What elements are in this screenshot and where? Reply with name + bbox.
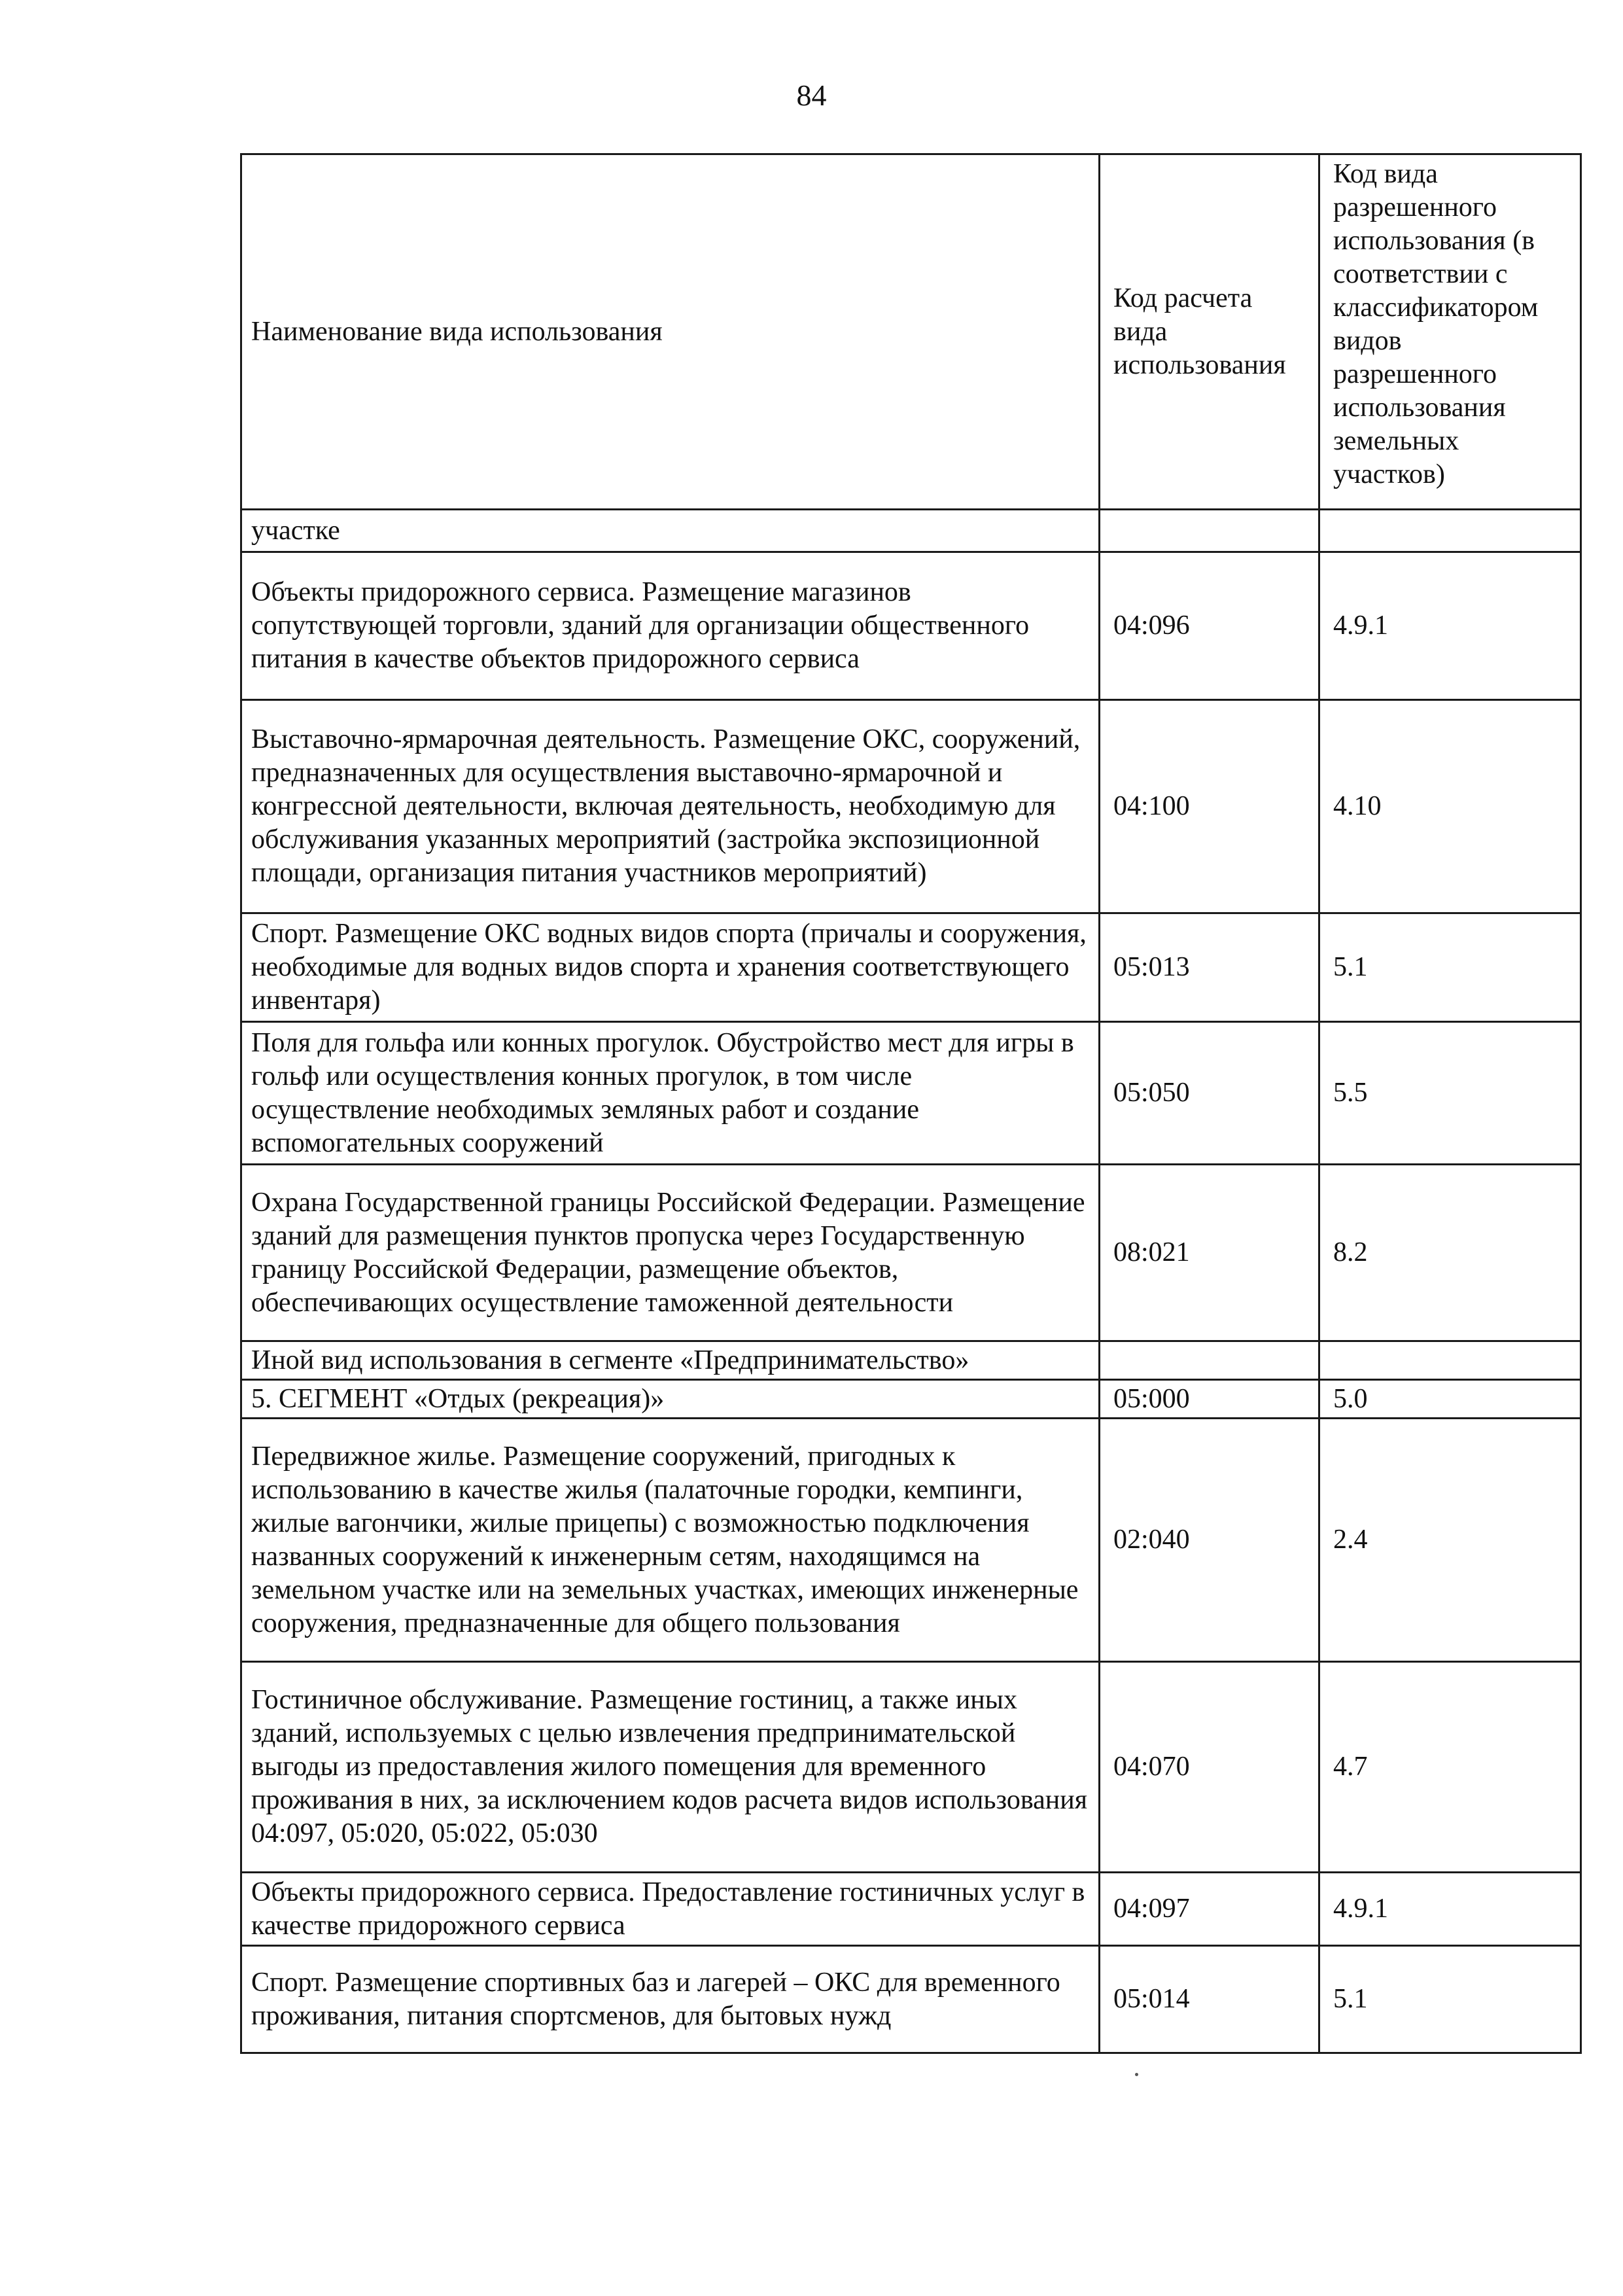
row-name: Объекты придорожного сервиса. Предоставление гостиничных услуг в качестве придорожного сервиса xyxy=(241,1873,1100,1946)
table-row xyxy=(241,1946,1581,2053)
row-vri: 5.1 xyxy=(1319,913,1581,1022)
row-vri: 4.7 xyxy=(1319,1662,1581,1873)
row-code: 04:097 xyxy=(1100,1873,1319,1946)
header-vri: Код вида разрешенного использования (в соответствии с классификатором видов разрешенного использования земельных участков) xyxy=(1319,154,1581,510)
table-row xyxy=(241,1022,1581,1165)
row-vri: 4.9.1 xyxy=(1319,1873,1581,1946)
row-vri: 4.10 xyxy=(1319,700,1581,913)
segment-code: 05:000 xyxy=(1100,1380,1319,1419)
row-vri: 5.5 xyxy=(1319,1022,1581,1165)
table-row xyxy=(241,913,1581,1022)
header-code: Код расчета вида использования xyxy=(1100,154,1319,510)
header-name: Наименование вида использования xyxy=(241,154,1100,510)
continuation-text: участке xyxy=(241,510,1100,552)
page-number: 84 xyxy=(796,79,827,112)
empty-cell xyxy=(1319,510,1581,552)
segment-vri: 5.0 xyxy=(1319,1380,1581,1419)
table-row-continuation xyxy=(241,510,1581,552)
scan-speck xyxy=(1135,2073,1138,2076)
segment-name: 5. СЕГМЕНТ «Отдых (рекреация)» xyxy=(241,1380,1100,1419)
table-row xyxy=(241,1165,1581,1341)
row-vri: 2.4 xyxy=(1319,1419,1581,1662)
row-code: 04:096 xyxy=(1100,552,1319,700)
row-code: 08:021 xyxy=(1100,1165,1319,1341)
empty-cell xyxy=(1100,510,1319,552)
row-vri: 5.1 xyxy=(1319,1946,1581,2053)
table-row xyxy=(241,1662,1581,1873)
empty-cell xyxy=(1319,1341,1581,1380)
empty-cell xyxy=(1100,1341,1319,1380)
table-row xyxy=(241,1419,1581,1662)
row-code: 05:014 xyxy=(1100,1946,1319,2053)
table-header-row xyxy=(241,154,1581,510)
land-use-table xyxy=(240,153,1582,2054)
row-code: 05:050 xyxy=(1100,1022,1319,1165)
row-code: 04:100 xyxy=(1100,700,1319,913)
row-name: Охрана Государственной границы Российской Федерации. Размещение зданий для размещения пунктов пропуска через Государственную границу Российской Федерации, размещение объектов, обеспечивающих осуществление таможенной деятельности xyxy=(241,1165,1100,1341)
row-name: Спорт. Размещение ОКС водных видов спорта (причалы и сооружения, необходимые для водных видов спорта и хранения соответствующего инвентаря) xyxy=(241,913,1100,1022)
table-row xyxy=(241,552,1581,700)
row-name: Поля для гольфа или конных прогулок. Обустройство мест для игры в гольф или осуществления конных прогулок, в том числе осуществление необходимых земляных работ и создание вспомогательных сооружений xyxy=(241,1022,1100,1165)
row-name: Выставочно-ярмарочная деятельность. Размещение ОКС, сооружений, предназначенных для осуществления выставочно-ярмарочной и конгрессной деятельности, включая деятельность, необходимую для обслуживания указанных мероприятий (застройка экспозиционной площади, организация питания участников мероприятий) xyxy=(241,700,1100,913)
row-vri: 8.2 xyxy=(1319,1165,1581,1341)
segment-row xyxy=(241,1380,1581,1419)
table-row-other-use xyxy=(241,1341,1581,1380)
row-name: Передвижное жилье. Размещение сооружений, пригодных к использованию в качестве жилья (палаточные городки, кемпинги, жилые вагончики, жилые прицепы) с возможностью подключения названных сооружений к инженерным сетям, находящимся на земельном участке или на земельных участках, имеющих инженерные сооружения, предназначенные для общего пользования xyxy=(241,1419,1100,1662)
row-code: 04:070 xyxy=(1100,1662,1319,1873)
row-vri: 4.9.1 xyxy=(1319,552,1581,700)
table-row xyxy=(241,1873,1581,1946)
row-name: Гостиничное обслуживание. Размещение гостиниц, а также иных зданий, используемых с целью извлечения предпринимательской выгоды из предоставления жилого помещения для временного проживания в них, за исключением кодов расчета видов использования 04:097, 05:020, 05:022, 05:030 xyxy=(241,1662,1100,1873)
row-code: 02:040 xyxy=(1100,1419,1319,1662)
row-name: Спорт. Размещение спортивных баз и лагерей – ОКС для временного проживания, питания спортсменов, для бытовых нужд xyxy=(241,1946,1100,2053)
row-code: 05:013 xyxy=(1100,913,1319,1022)
row-name: Объекты придорожного сервиса. Размещение магазинов сопутствующей торговли, зданий для организации общественного питания в качестве объектов придорожного сервиса xyxy=(241,552,1100,700)
table-row xyxy=(241,700,1581,913)
other-use-text: Иной вид использования в сегменте «Предпринимательство» xyxy=(241,1341,1100,1380)
